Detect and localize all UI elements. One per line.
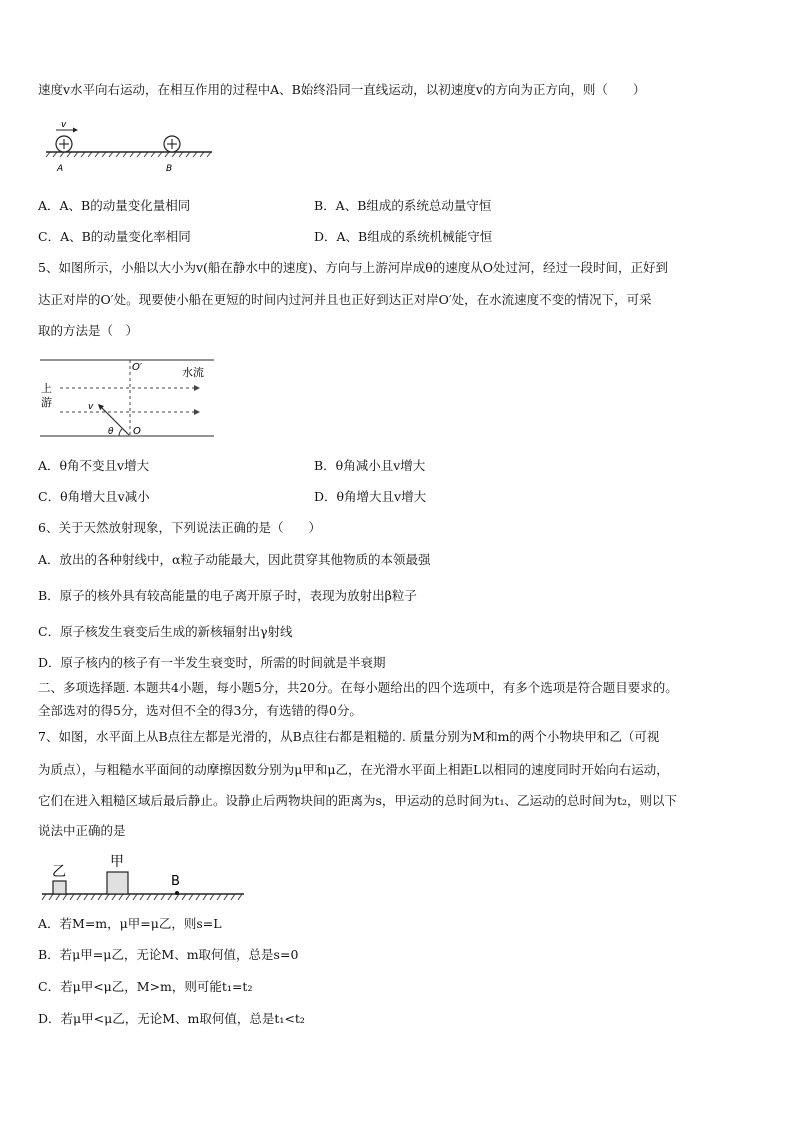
- label-water-flow: 水流: [182, 366, 204, 379]
- q6-option-a: A．放出的各种射线中，α粒子动能最大，因此贯穿其他物质的本领最强: [38, 552, 431, 567]
- q5-option-c: C．θ角增大且v减小: [38, 489, 150, 504]
- q6-stem: 6、关于天然放射现象，下列说法正确的是（ ）: [38, 520, 321, 535]
- ball-b: [164, 136, 180, 152]
- label-b: B: [171, 874, 180, 889]
- ball-a: [56, 136, 72, 152]
- q7-option-b: B．若μ甲=μ乙，无论M、m取何值，总是s=0: [38, 947, 299, 962]
- q4-figure: [40, 118, 220, 178]
- label-o: O: [133, 426, 141, 437]
- q5-stem-line-2: 达正对岸的O′处。现要使小船在更短的时间内过河并且也正好到达正对岸O′处，在水流速度不变的情况下，可采: [38, 292, 652, 307]
- q5-figure: [36, 354, 218, 442]
- q7-stem-line-3: 它们在进入粗糙区域后最后静止。设静止后两物块间的距离为s，甲运动的总时间为t₁、乙运动的总时间为t₂，则以下: [38, 793, 677, 808]
- q4-option-b: B．A、B组成的系统总动量守恒: [314, 198, 492, 213]
- label-o-prime: O′: [132, 362, 143, 373]
- q5-stem-line-1: 5、如图所示，小船以大小为v(船在静水中的速度)、方向与上游河岸成θ的速度从O处过河，经过一段时间，正好到: [38, 260, 669, 275]
- q6-option-b: B．原子的核外具有较高能量的电子离开原子时，表现为放射出β粒子: [38, 588, 417, 603]
- label-a: A: [57, 164, 64, 174]
- label-b: B: [166, 164, 173, 174]
- section2-line-2: 全部选对的得5分，选对但不全的得3分，有选错的得0分。: [38, 703, 362, 718]
- q4-option-c: C．A、B的动量变化率相同: [38, 229, 191, 244]
- q7-option-c: C．若μ甲<μ乙，M>m，则可能t₁=t₂: [38, 979, 253, 994]
- label-upstream-1: 上: [41, 382, 52, 395]
- section2-line-1: 二、多项选择题. 本题共4小题，每小题5分，共20分。在每小题给出的四个选项中，有多个选项是符合题目要求的。: [38, 680, 678, 695]
- q7-figure: [40, 850, 246, 908]
- q5-option-d: D．θ角增大且v增大: [314, 489, 427, 504]
- q5-option-a: A．θ角不变且v增大: [38, 458, 150, 473]
- q4-stem: 速度v水平向右运动，在相互作用的过程中A、B始终沿同一直线运动，以初速度v的方向为正方向，则（ ）: [38, 82, 646, 97]
- label-v: v: [88, 402, 94, 412]
- q7-stem-line-2: 为质点），与粗糙水平面间的动摩擦因数分别为μ甲和μ乙，在光滑水平面上相距L以相同的速度同时开始向右运动，: [38, 762, 669, 777]
- q6-option-d: D．原子核内的核子有一半发生衰变时，所需的时间就是半衰期: [38, 655, 386, 670]
- q5-option-b: B．θ角减小且v增大: [314, 458, 426, 473]
- block-jia: [107, 872, 128, 894]
- boat-velocity-arrow: [100, 406, 129, 435]
- q4-option-d: D．A、B组成的系统机械能守恒: [314, 229, 493, 244]
- point-b: [175, 891, 179, 895]
- q7-stem-line-4: 说法中正确的是: [38, 823, 126, 838]
- velocity-label: v: [61, 120, 67, 130]
- label-yi: 乙: [52, 864, 66, 880]
- label-jia: 甲: [110, 854, 124, 870]
- q7-stem-line-1: 7、如图，水平面上从B点往左都是光滑的，从B点往右都是粗糙的. 质量分别为M和m的两个小物块甲和乙（可视: [38, 729, 660, 744]
- label-upstream-2: 游: [41, 396, 52, 409]
- q6-option-c: C．原子核发生衰变后生成的新核辐射出γ射线: [38, 624, 293, 639]
- label-theta: θ: [108, 427, 114, 437]
- q5-stem-line-3: 取的方法是（ ）: [38, 323, 139, 338]
- q7-option-d: D．若μ甲<μ乙，无论M、m取何值，总是t₁<t₂: [38, 1011, 305, 1026]
- q7-option-a: A．若M=m，μ甲=μ乙，则s=L: [38, 916, 222, 931]
- q4-option-a: A．A、B的动量变化量相同: [38, 198, 191, 213]
- block-yi: [53, 881, 66, 894]
